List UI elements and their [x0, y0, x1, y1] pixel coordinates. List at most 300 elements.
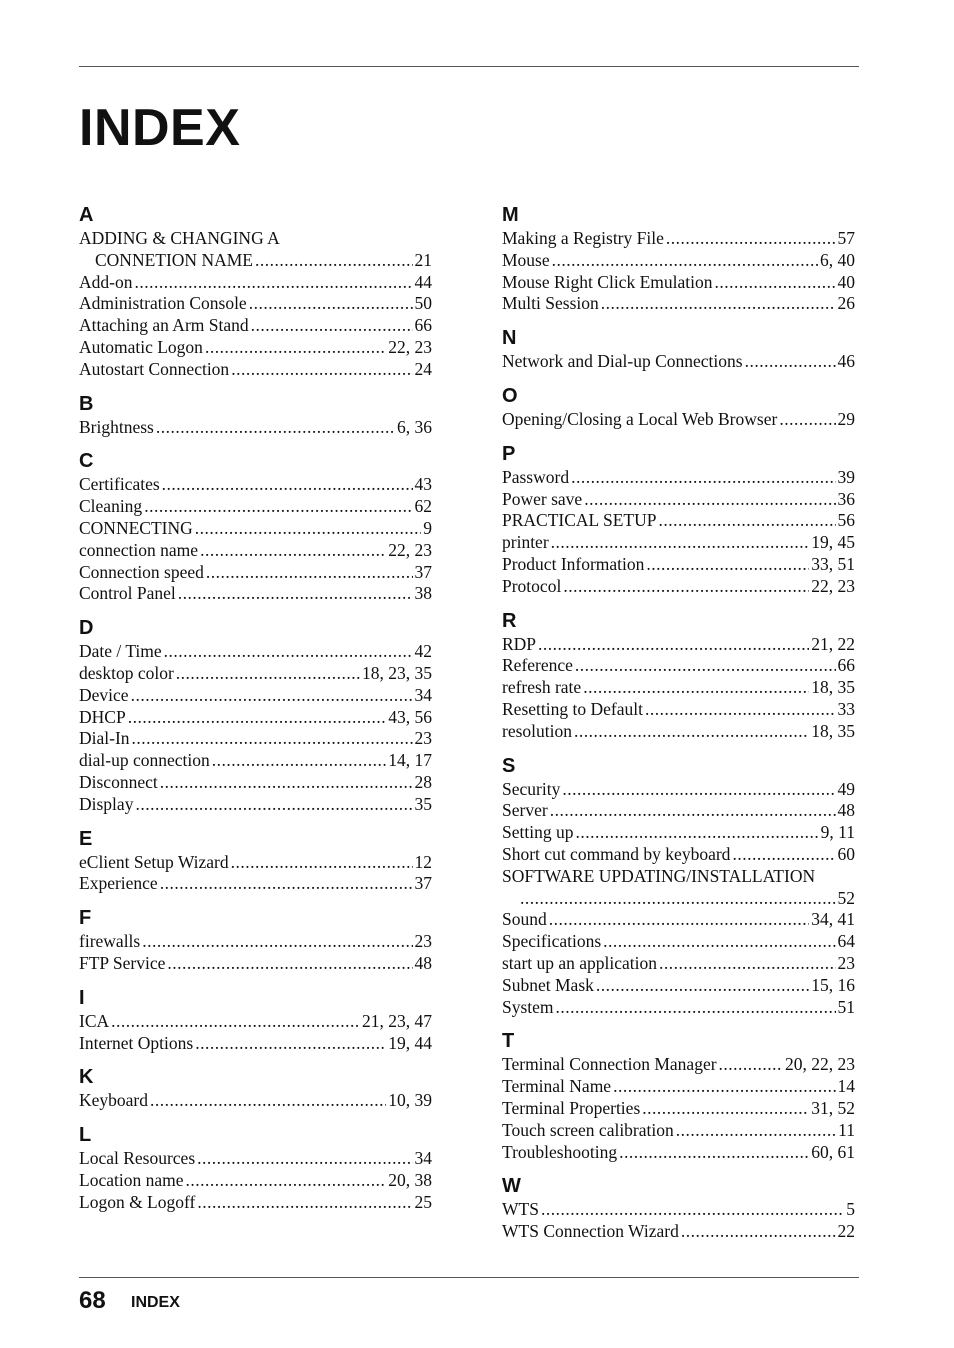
index-entry	[502, 844, 855, 866]
index-entry	[79, 750, 432, 772]
dot-leader	[135, 794, 412, 816]
dot-leader	[562, 779, 835, 801]
entry-pages: 26	[837, 293, 855, 314]
footer-label: INDEX	[131, 1294, 180, 1311]
entry-pages: 38	[414, 583, 432, 604]
entry-term: Troubleshooting	[502, 1141, 618, 1162]
entry-pages: 49	[837, 778, 855, 799]
entry-pages: 56	[837, 510, 855, 531]
entry-term: Date / Time	[79, 641, 162, 662]
index-entry	[79, 772, 432, 794]
index-entry	[79, 663, 432, 685]
entry-term: printer	[502, 532, 549, 553]
dot-leader	[681, 1221, 836, 1243]
entry-pages: 34	[414, 1148, 432, 1169]
index-section	[502, 441, 855, 598]
entry-term: Brightness	[79, 416, 154, 437]
dot-leader	[128, 707, 387, 729]
entry-pages: 42	[414, 641, 432, 662]
entry-term: dial-up connection	[79, 750, 210, 771]
index-entry	[502, 677, 855, 699]
section-letter: T	[502, 1030, 515, 1053]
dot-leader	[162, 474, 413, 496]
entry-pages: 24	[414, 358, 432, 379]
entry-pages: 64	[837, 931, 855, 952]
entry-pages: 22	[837, 1221, 855, 1242]
index-entry	[502, 1076, 855, 1098]
index-entry	[79, 852, 432, 874]
entry-pages: 9	[423, 517, 432, 538]
index-entry	[79, 953, 432, 975]
dot-leader	[551, 532, 810, 554]
index-entry	[502, 467, 855, 489]
entry-pages: 15, 16	[811, 974, 855, 995]
entry-pages: 22, 23	[388, 336, 432, 357]
entry-term: Subnet Mask	[502, 974, 594, 995]
entry-pages: 5	[846, 1199, 855, 1220]
entry-pages: 18, 35	[811, 720, 855, 741]
dot-leader	[111, 1011, 360, 1033]
entry-pages: 60, 61	[811, 1141, 855, 1162]
entry-term: Experience	[79, 873, 158, 894]
index-entry	[502, 1199, 855, 1221]
entry-pages: 18, 23, 35	[362, 662, 432, 683]
index-column-right	[502, 200, 855, 1253]
dot-leader	[642, 1098, 809, 1120]
index-entry	[79, 228, 432, 250]
entry-pages: 20, 22, 23	[785, 1054, 855, 1075]
entry-pages: 33, 51	[811, 553, 855, 574]
dot-leader	[197, 1148, 412, 1170]
dot-leader	[160, 772, 413, 794]
index-entry	[502, 1054, 855, 1076]
entry-pages: 21	[414, 249, 432, 270]
section-letter: D	[79, 617, 94, 640]
entry-term: Server	[502, 800, 548, 821]
entry-pages: 28	[414, 771, 432, 792]
entry-pages: 25	[414, 1191, 432, 1212]
entry-pages: 36	[837, 488, 855, 509]
section-letter: K	[79, 1066, 94, 1089]
section-letter: O	[502, 384, 518, 407]
dot-leader	[176, 663, 360, 685]
section-letter: B	[79, 392, 94, 415]
index-entry	[502, 532, 855, 554]
entry-term: PRACTICAL SETUP	[502, 510, 657, 531]
section-letter: I	[79, 986, 85, 1009]
index-section	[79, 448, 432, 605]
dot-leader	[132, 728, 413, 750]
dot-leader	[200, 540, 386, 562]
index-section	[502, 1173, 855, 1243]
entry-term: Terminal Properties	[502, 1097, 641, 1118]
entry-term: eClient Setup Wizard	[79, 851, 229, 872]
entry-pages: 6, 40	[820, 249, 855, 270]
dot-leader	[231, 359, 412, 381]
entry-pages: 34, 41	[811, 909, 855, 930]
entry-term: Cleaning	[79, 496, 143, 517]
entry-term: Security	[502, 778, 561, 799]
index-entry	[79, 1170, 432, 1192]
index-entry	[79, 1192, 432, 1214]
index-entry	[79, 496, 432, 518]
entry-term: SOFTWARE UPDATING/INSTALLATION	[502, 865, 816, 886]
dot-leader	[195, 1033, 386, 1055]
index-entry	[502, 909, 855, 931]
dot-leader	[205, 337, 386, 359]
entry-pages: 23	[414, 931, 432, 952]
dot-leader	[563, 576, 809, 598]
entry-term: Keyboard	[79, 1090, 149, 1111]
index-entry	[79, 1148, 432, 1170]
entry-pages: 66	[837, 655, 855, 676]
dot-leader	[584, 489, 835, 511]
entry-term: Opening/Closing a Local Web Browser	[502, 408, 778, 429]
entry-pages: 39	[837, 466, 855, 487]
page-title: INDEX	[79, 99, 241, 157]
index-section	[79, 391, 432, 439]
dot-leader	[212, 750, 387, 772]
entry-term: Local Resources	[79, 1148, 196, 1169]
index-entry	[79, 474, 432, 496]
top-rule	[79, 66, 859, 67]
index-section	[79, 202, 432, 381]
index-entry	[79, 873, 432, 895]
entry-term: Touch screen calibration	[502, 1119, 674, 1140]
dot-leader	[646, 554, 809, 576]
section-letter: P	[502, 442, 516, 465]
index-entry	[79, 794, 432, 816]
index-entry	[502, 779, 855, 801]
section-letter: A	[79, 204, 94, 226]
entry-term: Location name	[79, 1169, 184, 1190]
index-entry	[502, 997, 855, 1019]
dot-leader	[676, 1120, 836, 1142]
entry-term: start up an application	[502, 952, 658, 973]
dot-leader	[550, 800, 836, 822]
dot-leader	[575, 655, 836, 677]
index-entry	[79, 562, 432, 584]
entry-term: connection name	[79, 539, 199, 560]
dot-leader	[150, 1090, 386, 1112]
index-entry	[502, 655, 855, 677]
entry-pages: 40	[837, 271, 855, 292]
dot-leader	[156, 417, 395, 439]
entry-pages: 23	[837, 952, 855, 973]
dot-leader	[538, 634, 809, 656]
entry-pages: 52	[837, 887, 855, 908]
index-entry	[79, 518, 432, 540]
entry-term: CONNECTING	[79, 517, 193, 538]
dot-leader	[659, 953, 835, 975]
index-entry	[79, 931, 432, 953]
entry-pages: 20, 38	[388, 1169, 432, 1190]
entry-pages: 43, 56	[388, 706, 432, 727]
index-section	[79, 1064, 432, 1112]
index-section	[79, 615, 432, 815]
index-section	[502, 753, 855, 1019]
entry-term: Add-on	[79, 271, 133, 292]
index-entry	[502, 409, 855, 431]
dot-leader	[619, 1142, 809, 1164]
index-entry	[502, 272, 855, 294]
entry-term: Mouse Right Click Emulation	[502, 271, 713, 292]
entry-term: refresh rate	[502, 677, 582, 698]
entry-pages: 44	[414, 271, 432, 292]
entry-pages: 9, 11	[820, 822, 855, 843]
entry-pages: 22, 23	[811, 575, 855, 596]
dot-leader	[714, 272, 835, 294]
index-entry	[79, 707, 432, 729]
index-entry	[502, 866, 855, 888]
entry-term: Power save	[502, 488, 583, 509]
index-entry	[79, 359, 432, 381]
index-entry	[79, 583, 432, 605]
entry-pages: 51	[837, 996, 855, 1017]
entry-term: Attaching an Arm Stand	[79, 315, 249, 336]
entry-term: RDP	[502, 633, 537, 654]
entry-term: Specifications	[502, 931, 602, 952]
dot-leader	[185, 1170, 386, 1192]
dot-leader	[249, 293, 413, 315]
index-entry	[502, 721, 855, 743]
index-section	[79, 905, 432, 975]
dot-leader	[583, 677, 809, 699]
entry-pages: 19, 44	[388, 1032, 432, 1053]
entry-term: Device	[79, 684, 129, 705]
index-entry	[502, 1098, 855, 1120]
entry-term: WTS	[502, 1199, 539, 1220]
index-entry	[79, 337, 432, 359]
index-section	[502, 1028, 855, 1163]
dot-leader	[541, 1199, 844, 1221]
entry-term: ICA	[79, 1010, 110, 1031]
entry-pages: 34	[414, 684, 432, 705]
dot-leader	[144, 496, 412, 518]
entry-term: firewalls	[79, 931, 141, 952]
index-section	[79, 1122, 432, 1213]
entry-term: Logon & Logoff	[79, 1191, 196, 1212]
entry-pages: 57	[837, 228, 855, 248]
entry-term: WTS Connection Wizard	[502, 1221, 679, 1242]
dot-leader	[164, 641, 413, 663]
entry-term: Mouse	[502, 249, 550, 270]
entry-pages: 37	[414, 873, 432, 894]
index-entry	[79, 1033, 432, 1055]
index-entry	[502, 1142, 855, 1164]
section-letter: M	[502, 204, 519, 226]
index-entry	[79, 1090, 432, 1112]
entry-term: Administration Console	[79, 293, 247, 314]
dot-leader	[745, 351, 836, 373]
entry-term: resolution	[502, 720, 572, 741]
index-entry	[79, 641, 432, 663]
index-entry	[502, 554, 855, 576]
entry-term: Certificates	[79, 474, 160, 495]
dot-leader	[666, 228, 836, 250]
entry-term: Internet Options	[79, 1032, 194, 1053]
entry-pages: 33	[837, 698, 855, 719]
section-letter: S	[502, 754, 516, 777]
dot-leader	[549, 909, 810, 931]
index-section	[79, 985, 432, 1055]
dot-leader	[556, 997, 836, 1019]
entry-term: Sound	[502, 909, 547, 930]
index-entry	[502, 351, 855, 373]
entry-pages: 6, 36	[397, 416, 432, 437]
entry-pages: 21, 22	[811, 633, 855, 654]
index-entry	[502, 822, 855, 844]
index-entry	[502, 228, 855, 250]
dot-leader	[596, 975, 809, 997]
entry-pages: 62	[414, 496, 432, 517]
index-section	[502, 202, 855, 315]
index-section	[79, 826, 432, 896]
dot-leader	[167, 953, 412, 975]
index-entry	[502, 1221, 855, 1243]
entry-pages: 22, 23	[388, 539, 432, 560]
entry-pages: 19, 45	[811, 532, 855, 553]
entry-term: Network and Dial-up Connections	[502, 351, 743, 372]
dot-leader	[520, 888, 836, 910]
index-entry	[79, 728, 432, 750]
dot-leader	[658, 510, 835, 532]
entry-term: Making a Registry File	[502, 228, 664, 248]
index-entry	[79, 293, 432, 315]
entry-term: FTP Service	[79, 952, 166, 973]
index-entry	[502, 634, 855, 656]
section-letter: W	[502, 1175, 521, 1198]
entry-term: DHCP	[79, 706, 126, 727]
entry-pages: 46	[837, 351, 855, 372]
index-entry	[79, 315, 432, 337]
dot-leader	[575, 822, 818, 844]
dot-leader	[613, 1076, 835, 1098]
index-entry	[502, 975, 855, 997]
dot-leader	[732, 844, 835, 866]
dot-leader	[178, 583, 413, 605]
section-letter: R	[502, 609, 517, 632]
dot-leader	[134, 272, 412, 294]
dot-leader	[231, 852, 413, 874]
dot-leader	[255, 250, 413, 272]
index-entry	[502, 800, 855, 822]
entry-term: desktop color	[79, 662, 174, 683]
dot-leader	[779, 409, 835, 431]
dot-leader	[197, 1192, 412, 1214]
entry-term: Dial-In	[79, 728, 130, 749]
entry-pages: 11	[838, 1119, 855, 1140]
dot-leader	[195, 518, 422, 540]
entry-term: Setting up	[502, 822, 574, 843]
entry-term: Display	[79, 793, 134, 814]
index-entry	[502, 489, 855, 511]
index-column-left	[79, 200, 432, 1224]
index-entry	[79, 1011, 432, 1033]
entry-term: Short cut command by keyboard	[502, 843, 731, 864]
entry-term: Multi Session	[502, 293, 599, 314]
index-entry-continuation	[79, 250, 432, 272]
entry-term: Connection speed	[79, 561, 204, 582]
dot-leader	[571, 467, 835, 489]
index-entry	[79, 685, 432, 707]
entry-term: Protocol	[502, 575, 562, 596]
index-entry	[79, 417, 432, 439]
index-entry	[502, 576, 855, 598]
dot-leader	[645, 699, 836, 721]
index-entry	[79, 540, 432, 562]
section-letter: E	[79, 827, 93, 850]
dot-leader	[131, 685, 413, 707]
entry-term: Terminal Name	[502, 1076, 612, 1097]
dot-leader	[251, 315, 413, 337]
dot-leader	[574, 721, 809, 743]
entry-pages: 60	[837, 843, 855, 864]
section-letter: L	[79, 1124, 92, 1147]
entry-pages: 23	[414, 728, 432, 749]
entry-pages: 43	[414, 474, 432, 495]
index-entry	[502, 699, 855, 721]
index-entry	[502, 953, 855, 975]
entry-pages: 29	[837, 408, 855, 429]
index-entry	[79, 272, 432, 294]
entry-term: Automatic Logon	[79, 336, 203, 357]
entry-pages: 35	[414, 793, 432, 814]
entry-pages: 21, 23, 47	[362, 1010, 432, 1031]
entry-pages: 50	[414, 293, 432, 314]
entry-pages: 37	[414, 561, 432, 582]
dot-leader	[206, 562, 413, 584]
entry-pages: 10, 39	[388, 1090, 432, 1111]
entry-term: Reference	[502, 655, 573, 676]
index-entry	[502, 250, 855, 272]
page-number: 68	[79, 1287, 106, 1314]
entry-pages: 12	[414, 851, 432, 872]
entry-term: Product Information	[502, 553, 645, 574]
entry-pages: 18, 35	[811, 677, 855, 698]
section-letter: F	[79, 907, 92, 930]
entry-term: Terminal Connection Manager	[502, 1054, 717, 1075]
dot-leader	[552, 250, 818, 272]
entry-pages: 48	[837, 800, 855, 821]
section-letter: N	[502, 327, 517, 350]
dot-leader	[603, 931, 835, 953]
dot-leader	[142, 931, 412, 953]
entry-pages: 66	[414, 315, 432, 336]
entry-term: Control Panel	[79, 583, 176, 604]
index-entry	[502, 293, 855, 315]
index-entry	[502, 1120, 855, 1142]
entry-term: Autostart Connection	[79, 358, 230, 379]
entry-term: CONNETION NAME	[95, 249, 253, 270]
entry-term: Password	[502, 466, 570, 487]
entry-term: System	[502, 996, 554, 1017]
bottom-rule	[79, 1277, 859, 1278]
index-entry	[502, 510, 855, 532]
entry-pages: 14	[837, 1076, 855, 1097]
dot-leader	[601, 293, 836, 315]
index-section	[502, 325, 855, 373]
dot-leader	[719, 1054, 783, 1076]
index-section	[502, 383, 855, 431]
dot-leader	[160, 873, 413, 895]
entry-pages: 48	[414, 952, 432, 973]
entry-pages: 14, 17	[388, 750, 432, 771]
index-section	[502, 608, 855, 743]
index-entry	[502, 931, 855, 953]
entry-pages: 31, 52	[811, 1097, 855, 1118]
entry-term: ADDING & CHANGING A	[79, 228, 280, 248]
